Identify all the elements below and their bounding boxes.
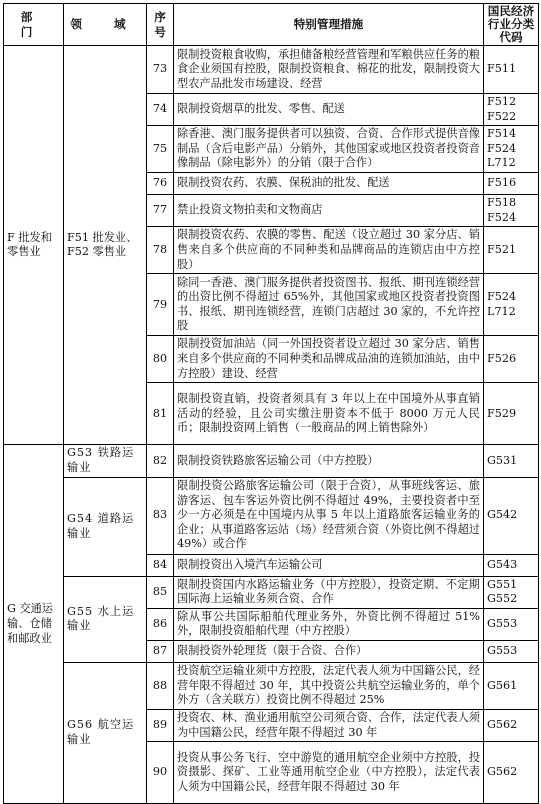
code-cell: F526 [484,336,539,383]
dept-cell: G 交通运输、仓储和邮政业 [4,445,64,804]
domain-cell: G54 道路运输业 [64,477,147,576]
code-cell: G553 [484,608,539,640]
seq-cell: 87 [147,640,174,662]
header-code: 国民经济 行业分类 代码 [484,4,539,46]
domain-cell: F51 批发业、F52 零售业 [64,46,147,445]
domain-cell: G56 航空运输业 [64,662,147,803]
code-cell: F511 [484,46,539,94]
seq-cell: 89 [147,709,174,741]
seq-cell: 74 [147,94,174,126]
measure-cell: 禁止投资文物拍卖和文物商店 [174,195,484,227]
measure-cell: 限制投资粮食收购，承担储备粮经营管理和军粮供应任务的粮食企业须国有控股，限制投资粮食、棉花的批发，限制投资大型农产品批发市场建设、经营 [174,46,484,94]
seq-cell: 86 [147,608,174,640]
measure-cell: 除同一香港、澳门服务提供者投资图书、报纸、期刊连锁经营的出资比例不得超过 65%外，其他国家或地区投资者投资图书、报纸、期刊连锁经营，连锁门店超过 30 家的，不允许控股 [174,274,484,336]
code-cell: G561 [484,662,539,709]
table-row [4,662,539,709]
measure-cell: 限制投资外轮理货（限于合资、合作） [174,640,484,662]
code-cell: G542 [484,477,539,554]
seq-cell: 81 [147,383,174,445]
code-cell: G562 [484,709,539,741]
measure-cell: 限制投资公路旅客运输公司（限于合资），从事班线客运、旅游客运、包车客运外资比例不得超过 49%，主要投资者中至少一方必须是在中国境内从事 5 年以上道路旅客运输业务的企业；从事道路客运站（场）经营须合资（外资比例不得超过 49%）或合作 [174,477,484,554]
dept-cell: F 批发和零售业 [4,46,64,445]
code-cell: G543 [484,554,539,576]
measure-cell: 限制投资国内水路运输业务（中方控股），投资定期、不定期国际海上运输业务须合资、合作 [174,576,484,608]
code-cell: F514 F524 L712 [484,126,539,173]
seq-cell: 84 [147,554,174,576]
seq-cell: 73 [147,46,174,94]
measure-cell: 除香港、澳门服务提供者可以独资、合资、合作形式提供音像制品（含后电影产品）分销外，其他国家或地区投资者投资音像制品（除电影外）的分销（限于合作） [174,126,484,173]
code-cell: F529 [484,383,539,445]
header-seq: 序号 [147,4,174,46]
table-row [4,46,539,94]
table-row [4,576,539,608]
measure-cell: 限制投资加油站（同一外国投资者设立超过 30 家分店、销售来自多个供应商的不同种类和品牌成品油的连锁加油站，由中方控股）建设、经营 [174,336,484,383]
measure-cell: 投资从事公务飞行、空中游览的通用航空企业须中方控股，投资摄影、探矿、工业等通用航空企业（中方控股），法定代表人须为中国籍公民，经营年限不得超过 30 年 [174,742,484,804]
seq-cell: 82 [147,445,174,477]
code-cell: F518 F524 [484,195,539,227]
seq-cell: 88 [147,662,174,709]
measure-cell: 投资农、林、渔业通用航空公司须合资、合作，法定代表人须为中国籍公民，经营年限不得超过 30 年 [174,709,484,741]
special-measures-table [3,3,539,804]
domain-cell: G55 水上运输业 [64,576,147,662]
measure-cell: 限制投资农药、农膜的零售、配送（设立超过 30 家分店、销售来自多个供应商的不同种类和品牌商品的连锁店由中方控股） [174,227,484,274]
measure-cell: 限制投资烟草的批发、零售、配送 [174,94,484,126]
table-row [4,477,539,554]
measure-cell: 投资航空运输业须中方控股，法定代表人须为中国籍公民，经营年限不得超过 30 年，其中投资公共航空运输业务的，单个外方（含关联方）投资比例不得超过 25% [174,662,484,709]
seq-cell: 85 [147,576,174,608]
code-cell: F524 L712 [484,274,539,336]
measure-cell: 限制投资直销，投资者须具有 3 年以上在中国境外从事直销活动的经验，且公司实缴注册资本不低于 8000 万元人民币；限制投资网上销售（一般商品的网上销售除外） [174,383,484,445]
measure-cell: 限制投资出入境汽车运输公司 [174,554,484,576]
measure-cell: 限制投资铁路旅客运输公司（中方控股） [174,445,484,477]
table-header-row [4,4,539,46]
header-measures: 特别管理措施 [174,4,484,46]
seq-cell: 83 [147,477,174,554]
seq-cell: 78 [147,227,174,274]
code-cell: F512 F522 [484,94,539,126]
header-dept: 部 门 [4,4,64,46]
code-cell: G551 G552 [484,576,539,608]
code-cell: F516 [484,173,539,195]
measure-cell: 限制投资农药、农膜、保税油的批发、配送 [174,173,484,195]
table-row [4,445,539,477]
code-cell: G553 [484,640,539,662]
header-domain: 领 域 [64,4,147,46]
seq-cell: 76 [147,173,174,195]
code-cell: F521 [484,227,539,274]
seq-cell: 79 [147,274,174,336]
measure-cell: 除从事公共国际船舶代理业务外，外资比例不得超过 51%外，限制投资船舶代理（中方控股） [174,608,484,640]
seq-cell: 75 [147,126,174,173]
code-cell: G531 [484,445,539,477]
domain-cell: G53 铁路运输业 [64,445,147,477]
seq-cell: 80 [147,336,174,383]
seq-cell: 77 [147,195,174,227]
code-cell: G562 [484,742,539,804]
seq-cell: 90 [147,742,174,804]
